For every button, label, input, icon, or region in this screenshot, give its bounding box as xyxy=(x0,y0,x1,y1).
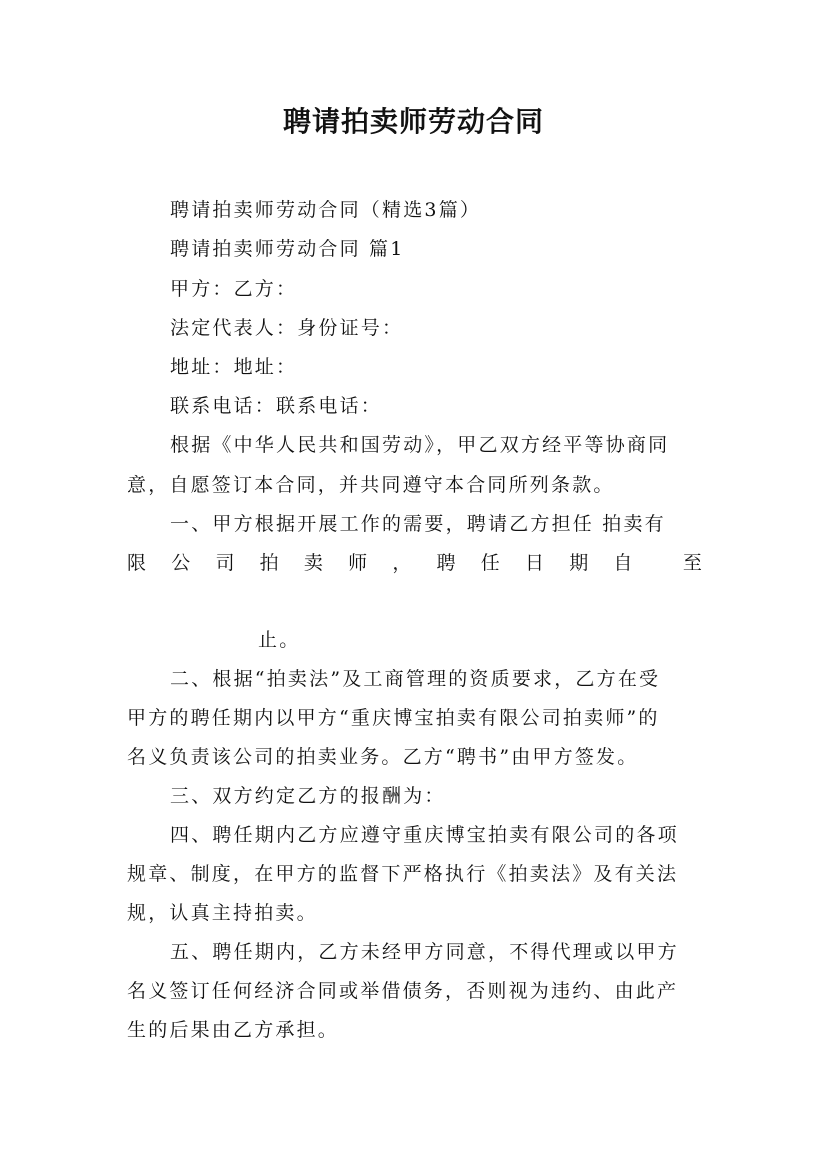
spread-char: 自 xyxy=(613,552,633,574)
clause-1-end: 止。 xyxy=(258,629,301,651)
spread-char: 日 xyxy=(524,552,544,574)
spread-char: 至 xyxy=(682,552,702,574)
section-heading: 聘请拍卖师劳动合同 篇1 xyxy=(170,238,405,260)
clause-5-line: 五、聘任期内，乙方未经甲方同意，不得代理或以甲方 xyxy=(170,941,679,963)
party-line: 甲方：乙方： xyxy=(170,278,298,300)
spread-char: 司 xyxy=(215,552,235,574)
document-title: 聘请拍卖师劳动合同 xyxy=(282,105,544,138)
clause-4-line: 四、聘任期内乙方应遵守重庆博宝拍卖有限公司的各项 xyxy=(170,824,679,846)
clause-2-line: 名义负责该公司的拍卖业务。乙方“聘书”由甲方签发。 xyxy=(127,746,639,768)
subtitle-line: 聘请拍卖师劳动合同（精选3篇） xyxy=(170,199,482,221)
clause-2-line: 二、根据“拍卖法”及工商管理的资质要求，乙方在受 xyxy=(170,668,661,690)
phone-line: 联系电话：联系电话： xyxy=(170,395,383,417)
spread-char: 师 xyxy=(348,552,368,574)
spread-char: 期 xyxy=(569,552,589,574)
clause-4-line: 规章、制度，在甲方的监督下严格执行《拍卖法》及有关法 xyxy=(127,863,679,885)
representative-line: 法定代表人：身份证号： xyxy=(170,317,404,339)
clause-5-line: 生的后果由乙方承担。 xyxy=(127,1019,340,1041)
clause-5-line: 名义签订任何经济合同或举借债务，否则视为违约、由此产 xyxy=(127,980,679,1002)
spread-char: 任 xyxy=(480,552,500,574)
spread-char: 聘 xyxy=(436,552,456,574)
clause-1-line: 一、甲方根据开展工作的需要，聘请乙方担任 拍卖有 xyxy=(170,513,666,535)
spread-char: 卖 xyxy=(303,552,323,574)
spread-char: ， xyxy=(392,552,412,574)
spread-char: 限 xyxy=(127,552,147,574)
address-line: 地址：地址： xyxy=(170,356,298,378)
clause-2-line: 甲方的聘任期内以甲方“重庆博宝拍卖有限公司拍卖师”的 xyxy=(127,707,660,729)
clause-3-line: 三、双方约定乙方的报酬为： xyxy=(170,785,446,807)
clause-4-line: 规，认真主持拍卖。 xyxy=(127,902,318,924)
paragraph-line: 根据《中华人民共和国劳动》，甲乙双方经平等协商同 xyxy=(170,434,670,456)
spread-char: 拍 xyxy=(259,552,279,574)
paragraph-line: 意，自愿签订本合同，并共同遵守本合同所列条款。 xyxy=(127,474,615,496)
spread-char: 公 xyxy=(171,552,191,574)
clause-1-spread-line xyxy=(127,550,702,576)
